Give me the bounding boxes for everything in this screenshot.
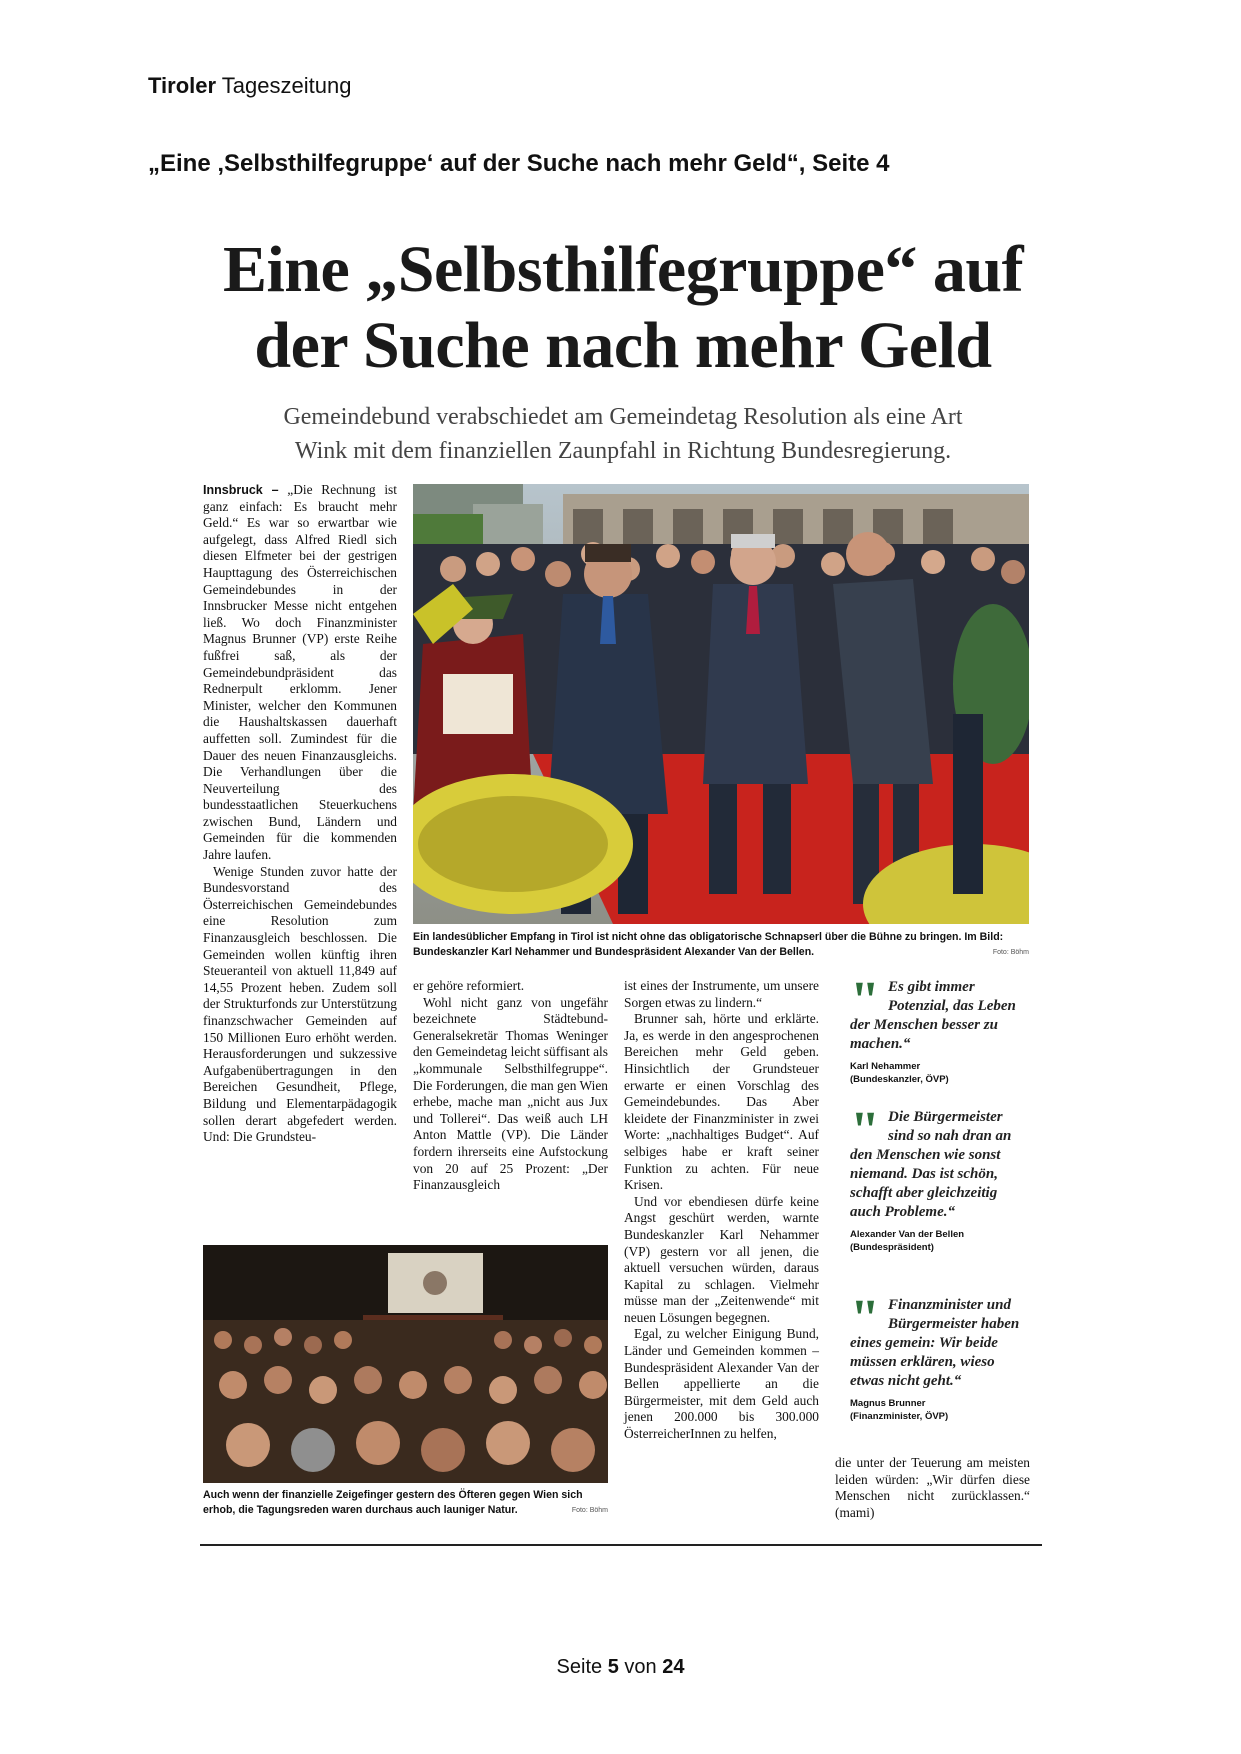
quote-box (850, 1288, 1030, 1423)
quote-box (850, 1100, 1030, 1254)
main-photo (413, 484, 1029, 924)
page-footer (0, 1656, 1241, 1679)
publication-name-bold: Tiroler (148, 73, 217, 98)
publication-name-rest: Tageszeitung (221, 73, 352, 98)
quote-name: Karl Nehammer (850, 1061, 921, 1072)
article-subheadline (206, 400, 1040, 468)
paragraph: die unter der Teuerung am meisten leiden würden: „Wir dürfen diese Menschen nicht zurücklassen.“ (mami) (835, 1455, 1030, 1520)
reception-scene-illustration (413, 484, 1029, 924)
subhead-line-2: Wink mit dem finanziellen Zaunpfahl in Richtung Bundesregierung. (294, 438, 952, 464)
headline-line-2: der Suche nach mehr Geld (254, 309, 992, 382)
text-column-2 (413, 978, 608, 1194)
paragraph: ist eines der Instrumente, um unsere Sorgen etwas zu lindern.“ (624, 978, 819, 1010)
text-column-1 (203, 482, 397, 1146)
quote-attribution (850, 1397, 1030, 1423)
dateline: Innsbruck – (203, 483, 279, 497)
quote-mark-icon: " (850, 970, 880, 1030)
paragraph: er gehöre reformiert. (413, 978, 525, 993)
page-label: Seite (556, 1656, 603, 1678)
photo-credit: Foto: Böhm (992, 949, 1029, 956)
text-column-4 (835, 1455, 1030, 1521)
photo-credit: Foto: Böhm (571, 1507, 608, 1514)
paragraph: Egal, zu welcher Einigung Bund, Länder und Gemeinden kommen – Bundespräsident Alexander Van der Bellen appellierte an die Bürgermeister, mit dem Geld auch jenen 200.000 bis 300.000 ÖsterreicherInnen zu helfen, (624, 1326, 819, 1442)
paragraph (203, 482, 397, 864)
quote-attribution (850, 1228, 1030, 1254)
publication-name (148, 73, 351, 99)
quote-role: (Bundeskanzler, ÖVP) (850, 1074, 949, 1085)
page-of-label: von (624, 1656, 657, 1678)
quote-role: (Bundespräsident) (850, 1242, 934, 1253)
paragraph: Und vor ebendiesen dürfe keine Angst geschürt werden, warnte Bundeskanzler Karl Nehammer (VP) gestern vor all jenen, die aktuell versuchen würden, daraus Kapital zu schlagen. Vielmehr müsse man der „Zeitenwende“ mit neuen Lösungen begegnen. (624, 1193, 819, 1325)
article-headline (200, 232, 1046, 384)
quote-mark-icon: " (850, 1100, 880, 1160)
conference-hall-illustration (203, 1245, 608, 1483)
bottom-rule (200, 1544, 1042, 1546)
paragraph: Brunner sah, hörte und erklärte. Ja, es werde in den angesprochenen Bereichen mehr Geld geben. Hinsichtlich der Grundsteuer erwarte er einen Vorschlag des Gemeindebundes. Das Aber kleidete der Finanzminister in zwei Worte: „nachhaltiges Budget“. Auf selbiges habe er kraft seiner Funktion zu achten. Für neue Krisen. (624, 1011, 819, 1193)
quote-text: Finanzminister und Bürgermeister haben eines gemein: Wir beide müssen erklären, wieso etwas nicht geht.“ (850, 1297, 1020, 1389)
text-column-3 (624, 978, 819, 1443)
quote-attribution (850, 1060, 1030, 1086)
caption-text: Ein landesüblicher Empfang in Tirol ist nicht ohne das obligatorische Schnapserl über die Bühne zu bringen. Im Bild: Bundeskanzler Karl Nehammer und Bundespräsident Alexander Van der Bellen. (413, 931, 1004, 958)
document-title: „Eine ‚Selbsthilfegruppe‘ auf der Suche nach mehr Geld“, Seite 4 (148, 150, 890, 177)
paragraph: Wohl nicht ganz von ungefähr bezeichnete Städtebund-Generalsekretär Thomas Weninger den Gemeindetag leicht süffisant als „kommunale Selbsthilfegruppe“. Die Forderungen, die man gen Wien erhebe, mache man „nicht aus Jux und Tollerei“. Das weiß auch LH Anton Mattle (VP). Die Länder fordern ihrerseits eine Aufstockung von 20 auf 25 Prozent: „Der Finanzausgleich (413, 994, 608, 1193)
quote-box (850, 970, 1030, 1086)
conference-photo-caption (203, 1488, 608, 1518)
quote-text: Es gibt immer Potenzial, das Leben der Menschen besser zu machen.“ (850, 979, 1016, 1052)
subhead-line-1: Gemeindebund verabschiedet am Gemeindetag Resolution als eine Art (283, 404, 963, 430)
total-pages: 24 (662, 1656, 685, 1678)
conference-photo (203, 1245, 608, 1483)
headline-line-1: Eine „Selbsthilfegruppe“ auf (222, 233, 1024, 306)
quote-text: Die Bürgermeister sind so nah dran an den Menschen wie sonst niemand. Das ist schön, schafft aber gleichzeitig auch Probleme.“ (850, 1109, 1012, 1220)
quote-mark-icon: " (850, 1288, 880, 1348)
main-photo-caption (413, 930, 1029, 960)
paragraph-text: „Die Rechnung ist ganz einfach: Es braucht mehr Geld.“ Es war so erwartbar wie aufgelegt, dass Alfred Riedl sich diesen Elfmeter bei der gestrigen Haupttagung des Österreichischen Gemeindebundes in der Innsbrucker Messe nicht entgehen ließ. Wo doch Finanzminister Magnus Brunner (VP) erste Reihe fußfrei saß, als der Gemeindebundpräsident das Rednerpult erklomm. Jener Minister, welcher den Kommunen die Haushaltskassen dauerhaft auffetten soll. Zumindest für die Dauer des neuen Finanzausgleichs. Die Verhandlungen über die Neuverteilung des bundesstaatlichen Steuerkuchens zwischen Bund, Ländern und Gemeinden für die kommenden Jahre laufen. (203, 482, 397, 863)
current-page: 5 (607, 1656, 619, 1678)
quote-name: Alexander Van der Bellen (850, 1229, 965, 1240)
quote-name: Magnus Brunner (850, 1398, 926, 1409)
caption-text: Auch wenn der finanzielle Zeigefinger gestern des Öfteren gegen Wien sich erhob, die Tagungsreden waren durchaus auch launiger Natur. (203, 1489, 583, 1516)
paragraph: Wenige Stunden zuvor hatte der Bundesvorstand des Österreichischen Gemeindebundes eine Resolution zum Finanzausgleich beschlossen. Die Gemeinden wollen künftig ihren Steueranteil von aktuell 11,849 auf 14,55 Prozent heben. Zudem soll der Strukturfonds zur Unterstützung finanzschwacher Gemeinden auf 150 Millionen Euro erhöht werden. Herausforderungen und sukzessive Aufgabenübertragungen in den Bereichen Gesundheit, Pflege, Bildung und Elementarpädagogik sollen derart abgefedert werden. Und: Die Grundsteu- (203, 863, 397, 1145)
quote-role: (Finanzminister, ÖVP) (850, 1411, 949, 1422)
